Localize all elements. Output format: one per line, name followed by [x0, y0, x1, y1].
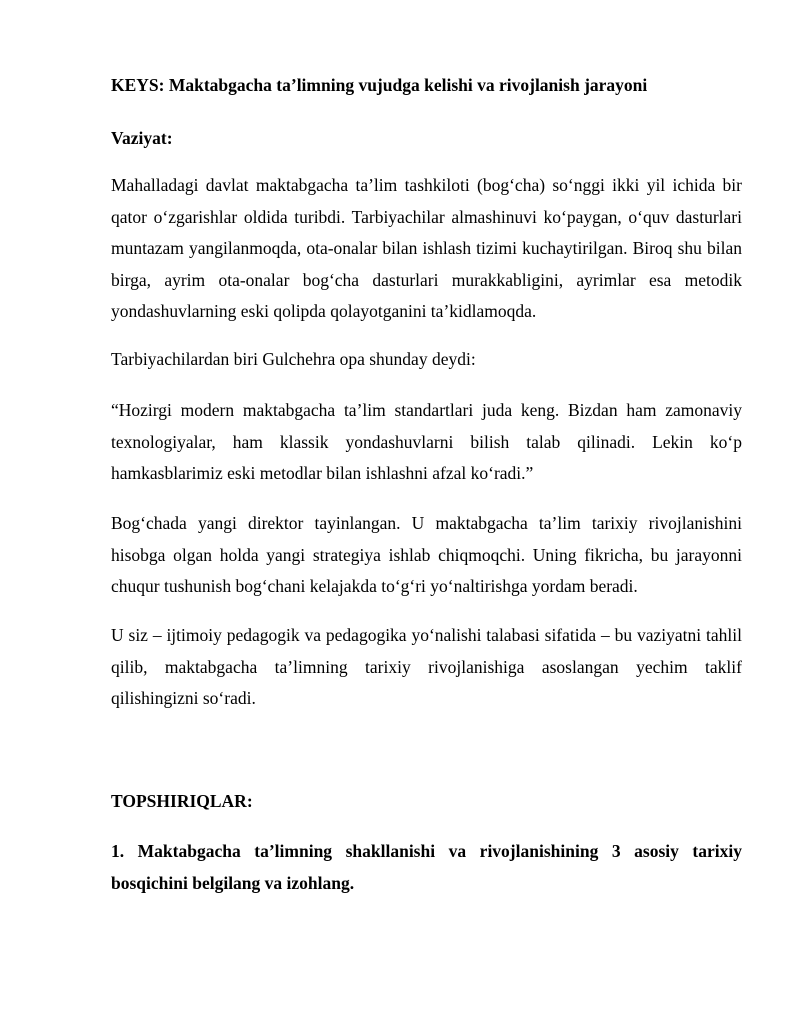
situation-heading: Vaziyat: — [111, 128, 173, 148]
paragraph-request: U siz – ijtimoiy pedagogik va pedagogika yo‘nalishi talabasi sifatida – bu vaziyatni tahlil qilib, maktabgacha ta’limning tarixiy rivojlanishiga asoslangan yechim taklif qilishingizni so‘radi. — [111, 625, 742, 708]
document-title: KEYS: Maktabgacha ta’limning vujudga kelishi va rivojlanish jarayoni — [111, 75, 648, 95]
paragraph-situation: Mahalladagi davlat maktabgacha ta’lim tashkiloti (bog‘cha) so‘nggi ikki yil ichida bir qator o‘zgarishlar oldida turibdi. Tarbiyachilar almashinuvi ko‘paygan, o‘quv dasturlari muntazam yangilanmoqda, ota-onalar bilan ishlash tizimi kuchaytirilgan. Biroq shu bilan birga, ayrim ota-onalar bog‘cha dasturlari murakkabligini, ayrimlar esa metodik yondashuvlarning eski qolipda qolayotganini ta’kidlamoqda. — [111, 175, 742, 321]
paragraph-quote: “Hozirgi modern maktabgacha ta’lim standartlari juda keng. Bizdan ham zamonaviy texnologiyalar, ham klassik yondashuvlarni bilish talab qilinadi. Lekin ko‘p hamkasblarimiz eski metodlar bilan ishlashni afzal ko‘radi.” — [111, 400, 742, 483]
paragraph-intro-quote: Tarbiyachilardan biri Gulchehra opa shunday deydi: — [111, 349, 476, 369]
tasks-heading: TOPSHIRIQLAR: — [111, 791, 253, 811]
task-item: 1. Maktabgacha ta’limning shakllanishi va rivojlanishining 3 asosiy tarixiy bosqichini belgilang va izohlang. — [111, 841, 742, 893]
paragraph-director: Bog‘chada yangi direktor tayinlangan. U maktabgacha ta’lim tarixiy rivojlanishini hisobga olgan holda yangi strategiya ishlab chiqmoqchi. Uning fikricha, bu jarayonni chuqur tushunish bog‘chani kelajakda to‘g‘ri yo‘naltirishga yordam beradi. — [111, 513, 742, 596]
